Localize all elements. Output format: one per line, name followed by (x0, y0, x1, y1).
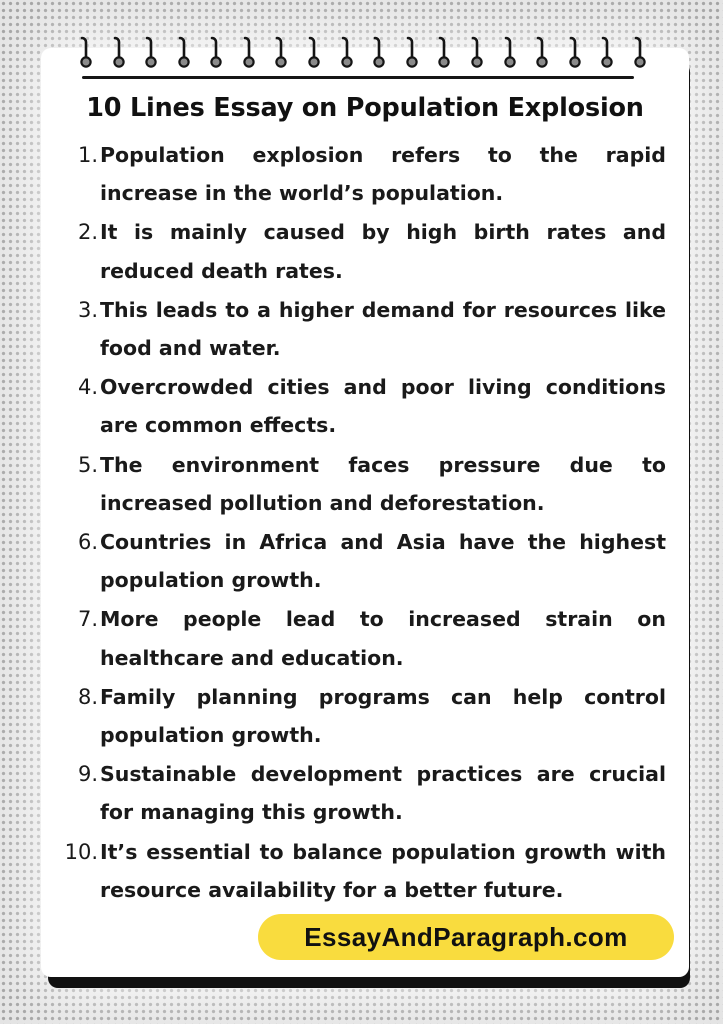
spiral-ring-icon (78, 34, 94, 70)
spiral-ring-icon (567, 34, 583, 70)
spiral-ring-icon (404, 34, 420, 70)
item-text: More people lead to increased strain on healthcare and education. (100, 607, 666, 670)
spiral-ring-icon (469, 34, 485, 70)
item-text: The environment faces pressure due to increased pollution and deforestation. (100, 452, 666, 515)
essay-list (58, 136, 666, 910)
spiral-ring-icon (502, 34, 518, 70)
item-text: Overcrowded cities and poor living conditions are common effects. (100, 375, 666, 438)
spiral-ring-icon (534, 34, 550, 70)
list-item (58, 833, 666, 909)
spiral-ring-icon (306, 34, 322, 70)
item-text: It’s essential to balance population growth with resource availability for a better future. (100, 839, 666, 902)
spiral-ring-icon (143, 34, 159, 70)
item-text: Countries in Africa and Asia have the highest population growth. (100, 530, 666, 593)
list-item (58, 678, 666, 754)
item-number: 3. (77, 297, 98, 322)
spiral-ring-icon (436, 34, 452, 70)
item-number: 9. (77, 762, 98, 787)
item-text: Sustainable development practices are crucial for managing this growth. (100, 762, 666, 825)
spiral-ring-icon (273, 34, 289, 70)
spiral-ring-icon (208, 34, 224, 70)
spiral-ring-icon (176, 34, 192, 70)
item-number: 7. (77, 607, 98, 632)
list-item (58, 213, 666, 289)
item-number: 5. (77, 452, 98, 477)
list-item (58, 291, 666, 367)
item-text: Population explosion refers to the rapid increase in the world’s population. (100, 143, 666, 206)
item-number: 2. (77, 220, 98, 245)
list-item (58, 523, 666, 599)
spiral-ring-icon (339, 34, 355, 70)
item-text: It is mainly caused by high birth rates and reduced death rates. (100, 220, 666, 283)
item-number: 8. (77, 684, 98, 709)
list-item (58, 755, 666, 831)
spiral-binding (78, 34, 648, 70)
item-number: 1. (77, 143, 98, 167)
item-text: This leads to a higher demand for resources like food and water. (100, 297, 666, 361)
list-item (58, 136, 666, 212)
spiral-ring-icon (632, 34, 648, 70)
title-divider (82, 76, 634, 79)
page-title: 10 Lines Essay on Population Explosion (86, 93, 644, 123)
list-item (58, 446, 666, 522)
spiral-ring-icon (371, 34, 387, 70)
spiral-ring-icon (111, 34, 127, 70)
item-number: 10. (64, 839, 98, 864)
website-badge: EssayAndParagraph.com (258, 914, 674, 960)
spiral-ring-icon (241, 34, 257, 70)
item-text: Family planning programs can help control population growth. (100, 684, 666, 748)
item-number: 4. (77, 375, 98, 400)
list-item (58, 368, 666, 444)
item-number: 6. (77, 530, 98, 555)
spiral-ring-icon (599, 34, 615, 70)
list-item (58, 600, 666, 676)
